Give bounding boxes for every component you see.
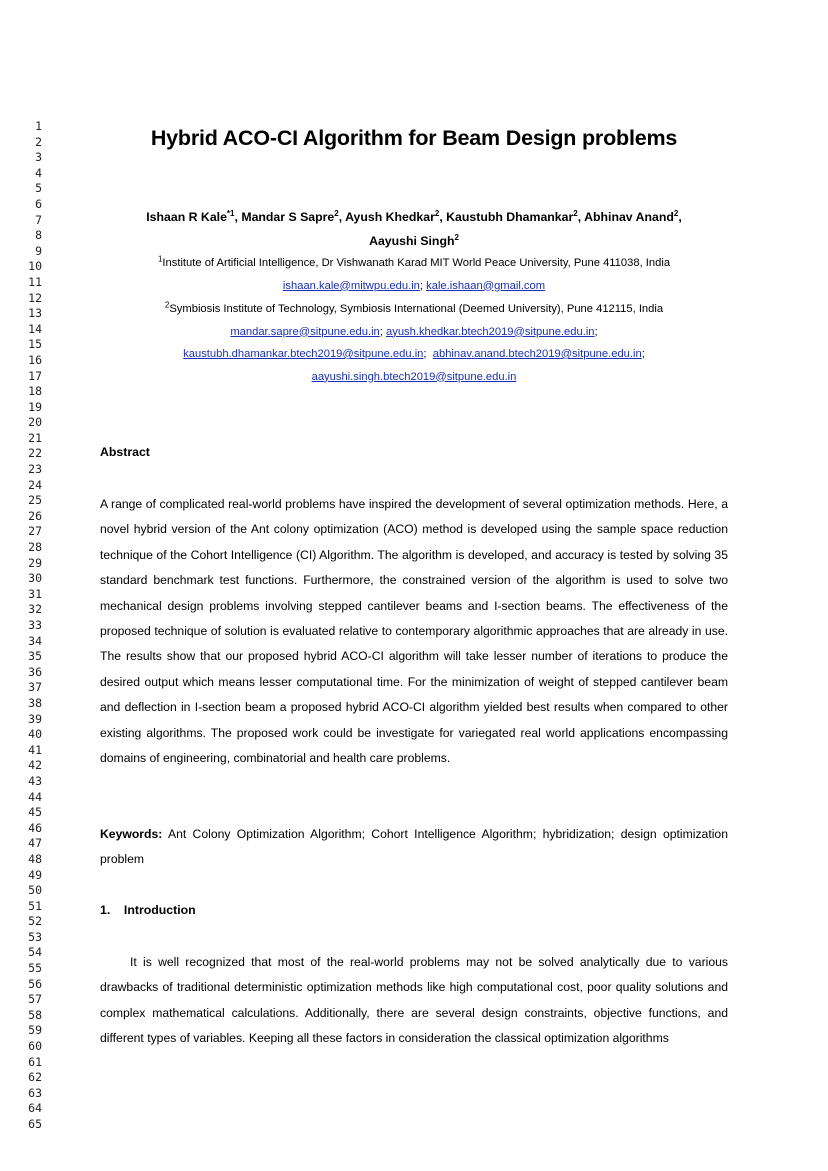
author-affiliation-mark: *1 [226,208,235,218]
line-number: 59 [28,1023,42,1038]
line-number: 48 [28,851,42,866]
line-number: 42 [28,758,42,773]
author-name: Ishaan R Kale [146,210,227,224]
line-number: 52 [28,914,42,929]
author-affiliation-mark: 2 [334,208,339,218]
line-number: 2 [35,134,42,149]
email-link[interactable]: kale.ishaan@gmail.com [426,279,546,292]
line-number: 34 [28,633,42,648]
author-affiliation-mark: 2 [673,208,679,218]
affiliation-text: Symbiosis Institute of Technology, Symbiosis International (Deemed University), Pune 412115, India [169,303,664,315]
line-number: 26 [28,508,42,523]
affiliation-text: Institute of Artificial Intelligence, Dr Vishwanath Karad MIT World Peace University, Pune 411038, India [162,257,671,269]
line-number: 40 [28,727,42,742]
author-affiliation-mark: 2 [434,208,440,218]
email-link[interactable]: ishaan.kale@mitwpu.edu.in [282,279,420,292]
line-number: 4 [35,165,42,180]
line-number: 22 [28,446,42,461]
line-number: 43 [28,773,42,788]
line-number: 24 [28,477,42,492]
line-number: 37 [28,680,42,695]
line-number: 32 [28,602,42,617]
line-number: 64 [28,1101,42,1116]
author-name: Kaustubh Dhamankar [446,210,574,224]
affiliation-mark: 1 [157,254,163,264]
introduction-text: It is well recognized that most of the real-world problems may not be solved analytically due to various drawbacks of traditional deterministic optimization methods like high computational cost, poor quality solutions and complex mathematical calculations. Additionally, there are several design constraints, objective functions, and different types of variables. Keeping all these factors in consideration the classical optimization algorithms [100,955,728,1046]
line-number: 18 [28,384,42,399]
author-name: Ayush Khedkar [345,210,435,224]
line-number: 49 [28,867,42,882]
line-number: 21 [28,430,42,445]
line-number: 56 [28,976,42,991]
line-number: 14 [28,321,42,336]
line-number: 6 [35,196,42,211]
line-number: 5 [35,181,42,196]
line-number: 44 [28,789,42,804]
line-number: 19 [28,399,42,414]
line-number: 46 [28,820,42,835]
email-link[interactable]: abhinav.anand.btech2019@sitpune.edu.in [432,348,642,360]
author-name: Abhinav Anand [584,210,674,224]
line-number: 35 [28,649,42,664]
line-number-gutter [0,119,42,1133]
author-name: Mandar S Sapre [241,210,335,224]
line-number: 23 [28,462,42,477]
line-number: 60 [28,1039,42,1054]
line-number: 16 [28,352,42,367]
email-link[interactable]: mandar.sapre@sitpune.edu.in [230,325,380,338]
line-number: 9 [35,243,42,258]
keywords-label: Keywords: [100,827,163,841]
abstract-text: A range of complicated real-world problems have inspired the development of several optimization methods. Here, a novel hybrid version of the Ant colony optimization (ACO) method is developed using the sample space reduction technique of the Cohort Intelligence (CI) Algorithm. The algorithm is developed, and accuracy is tested by solving 35 standard benchmark test functions. Furthermore, the constrained version of the algorithm is used to solve two mechanical design problems involving stepped cantilever beams and I-section beams. The effectiveness of the proposed technique of solution is evaluated relative to contemporary algorithmic approaches that are already in use. The results show that our proposed hybrid ACO-CI algorithm will take lesser number of iterations to produce the desired output which means lesser computational time. For the minimization of weight of stepped cantilever beam and deflection in I-section beam a proposed hybrid ACO-CI algorithm yielded best results when compared to other existing algorithms. The proposed work could be investigate for variegated real world applications encompassing domains of engineering, combinatorial and health care problems. [100,497,728,766]
line-number: 36 [28,664,42,679]
line-number: 1 [35,119,42,133]
line-number: 15 [28,337,42,352]
line-number: 57 [28,992,42,1007]
line-number: 50 [28,883,42,898]
line-number: 61 [28,1054,42,1069]
line-number: 29 [28,555,42,570]
author-affiliation-mark: 2 [573,208,578,218]
email-link[interactable]: aayushi.singh.btech2019@sitpune.edu.in [311,370,517,383]
line-number: 54 [28,945,42,960]
section-heading-introduction: 1. Introduction [100,903,196,917]
line-number: 33 [28,618,42,632]
author-list: Ishaan R Kale$^{*1}$, Mandar S Sapre$^2$, Ayush Khedkar$^2$, Kaustubh Dhamankar$^2$, Abhinav Anand$^2$, Aayushi Singh$^2$ [146,208,682,248]
line-number: 47 [28,836,42,851]
paper-title: Hybrid ACO-CI Algorithm for Beam Design problems [150,126,678,150]
line-number: 63 [28,1085,42,1100]
line-number: 20 [28,415,42,430]
line-number: 28 [28,540,42,555]
abstract-heading: Abstract [100,445,150,459]
line-number: 13 [28,306,42,321]
line-number: 65 [28,1117,42,1131]
line-number: 17 [28,368,42,383]
keywords-text: Ant Colony Optimization Algorithm; Cohort Intelligence Algorithm; hybridization; design optimization problem [100,827,728,867]
affiliation-2: $^2$Symbiosis Institute of Technology, Symbiosis International (Deemed University), Pune 412115, India mandar.sapre@sitpune.edu.in; ayush.khedkar.btech2019@sitpune.edu.in; kaustubh.dhamankar.btech2019@sitpune.edu.in; abhinav.anand.btech2019@sitpune.edu.in; aayushi.singh.btech2019@sitpune.edu.in [164,300,664,383]
email-link[interactable]: kaustubh.dhamankar.btech2019@sitpune.edu.in [183,348,424,360]
author-name: Aayushi Singh [369,234,455,248]
line-number: 25 [28,493,42,508]
line-number: 62 [28,1070,42,1085]
line-number: 3 [35,150,42,165]
line-number: 8 [35,228,42,243]
line-number: 41 [28,742,42,757]
line-number: 38 [28,695,42,710]
affiliation-1: $^1$Institute of Artificial Intelligence, Dr Vishwanath Karad MIT World Peace University, Pune 411038, India ishaan.kale@mitwpu.edu.in; kale.ishaan@gmail.com [157,254,671,292]
line-number: 10 [28,259,42,274]
keywords-paragraph [100,822,728,873]
line-number: 12 [28,290,42,305]
line-number: 55 [28,961,42,976]
line-number: 11 [28,274,42,289]
line-number: 58 [28,1007,42,1022]
line-number: 7 [35,212,42,227]
line-number: 51 [28,898,42,913]
line-number: 39 [28,711,42,726]
line-number: 31 [28,586,42,601]
line-number: 30 [28,571,42,586]
line-number: 27 [28,524,42,539]
affiliation-mark: 2 [164,300,170,310]
author-affiliation-mark: 2 [454,232,459,242]
line-number: 45 [28,805,42,820]
email-link[interactable]: ayush.khedkar.btech2019@sitpune.edu.in [386,325,595,338]
line-number: 53 [28,929,42,944]
